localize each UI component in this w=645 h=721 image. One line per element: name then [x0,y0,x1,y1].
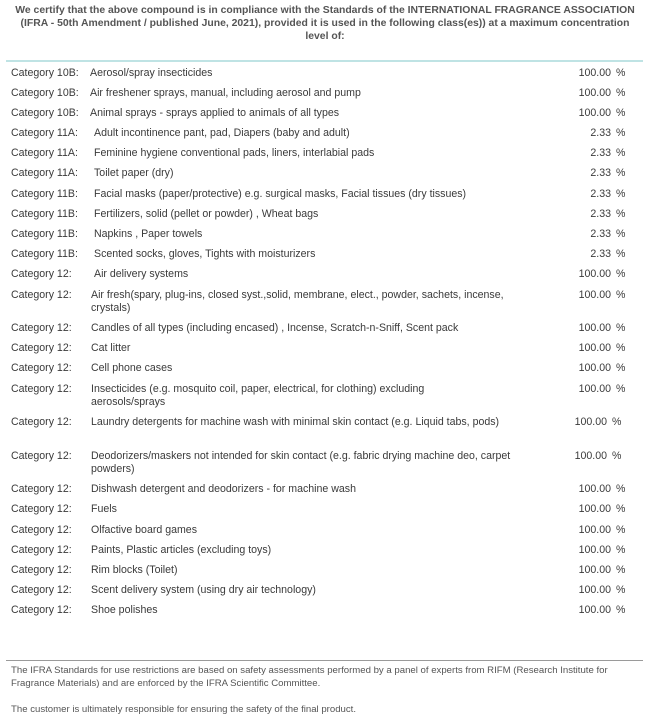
category-row [11,339,631,359]
category-description: Facial masks (paper/protective) e.g. surgical masks, Facial tissues (dry tissues) [94,187,467,200]
category-code: Category 10B: [11,66,79,79]
category-row [11,540,631,560]
max-concentration-value: 100.00 [578,288,611,301]
max-concentration-value: 100.00 [578,523,611,536]
category-code: Category 11B: [11,207,78,220]
max-concentration-value: 100.00 [574,449,607,462]
max-concentration-value: 100.00 [578,66,611,79]
max-concentration-value: 100.00 [578,543,611,556]
percent-unit: % [616,187,626,200]
max-concentration-value: 2.33 [590,127,611,140]
category-description: Fertilizers, solid (pellet or powder) , Wheat bags [94,207,319,220]
percent-unit: % [616,207,626,220]
ifra-standards-note: The IFRA Standards for use restrictions are based on safety assessments performed by a panel of experts from RIFM (Research Institute for Fragrance Materials) and are enforced by the IFRA Scientific Committee. [11,665,608,689]
category-code: Category 12: [11,563,72,576]
category-code: Category 12: [11,483,72,496]
category-description: Laundry detergents for machine wash with minimal skin contact (e.g. Liquid tabs, pods) [91,416,500,429]
percent-unit: % [616,382,626,395]
category-row [11,285,631,319]
percent-unit: % [616,563,626,576]
category-row [11,601,631,621]
category-code: Category 11A: [11,147,78,160]
max-concentration-value: 2.33 [590,207,611,220]
max-concentration-value: 100.00 [578,604,611,617]
percent-unit: % [616,167,626,180]
category-description: Paints, Plastic articles (excluding toys) [91,543,272,556]
category-description: Animal sprays - sprays applied to animals of all types [90,106,340,119]
category-row [11,144,631,164]
category-description: Aerosol/spray insecticides [90,66,213,79]
percent-unit: % [616,147,626,160]
category-description: Feminine hygiene conventional pads, liners, interlabial pads [94,147,375,160]
max-concentration-value: 2.33 [590,167,611,180]
category-code: Category 10B: [11,86,79,99]
percent-unit: % [616,523,626,536]
category-row [11,560,631,580]
category-description: Shoe polishes [91,604,158,617]
category-description: Toilet paper (dry) [94,167,174,180]
max-concentration-value: 2.33 [590,248,611,261]
category-code: Category 12: [11,604,72,617]
category-code: Category 12: [11,288,72,301]
category-row [11,164,631,184]
max-concentration-value: 100.00 [578,563,611,576]
percent-unit: % [612,416,622,429]
category-code: Category 12: [11,503,72,516]
category-code: Category 12: [11,362,72,375]
header-divider [6,60,643,62]
percent-unit: % [616,127,626,140]
category-description: Olfactive board games [91,523,197,536]
max-concentration-value: 100.00 [578,382,611,395]
max-concentration-value: 100.00 [578,342,611,355]
footer-divider [6,660,643,661]
percent-unit: % [612,449,622,462]
category-code: Category 12: [11,382,72,395]
category-description: Fuels [91,503,117,516]
customer-responsibility-note: The customer is ultimately responsible for ensuring the safety of the final product. [11,704,357,715]
max-concentration-value: 2.33 [590,147,611,160]
max-concentration-value: 100.00 [578,362,611,375]
category-code: Category 12: [11,584,72,597]
percent-unit: % [616,106,626,119]
percent-unit: % [616,483,626,496]
category-code: Category 12: [11,322,72,335]
category-description: Dishwash detergent and deodorizers - for machine wash [91,483,356,496]
certification-statement: We certify that the above compound is in compliance with the Standards of the INTERNATIONAL FRAGRANCE ASSOCIATION (IFRA - 50th Amendment / published June, 2021), provided it is used in the following class(es)) at a maximum concentration level of: [15,5,635,43]
category-description: Scent delivery system (using dry air technology) [91,584,316,597]
max-concentration-value: 100.00 [578,322,611,335]
category-list [11,63,631,621]
category-description: Air freshener sprays, manual, including aerosol and pump [90,86,361,99]
category-description: Insecticides (e.g. mosquito coil, paper, electrical, for clothing) excluding aerosols/sprays [91,382,425,409]
category-row [11,204,631,224]
percent-unit: % [616,66,626,79]
category-row [11,413,631,447]
category-code: Category 11B: [11,248,78,261]
max-concentration-value: 100.00 [578,106,611,119]
category-description: Cat litter [91,342,131,355]
category-row [11,581,631,601]
category-row [11,103,631,123]
category-code: Category 10B: [11,106,79,119]
percent-unit: % [616,268,626,281]
percent-unit: % [616,584,626,597]
category-code: Category 12: [11,543,72,556]
category-row [11,245,631,265]
percent-unit: % [616,86,626,99]
category-code: Category 11B: [11,228,78,240]
max-concentration-value: 100.00 [578,483,611,496]
max-concentration-value: 100.00 [574,416,607,429]
category-row [11,500,631,520]
category-code: Category 12: [11,416,72,429]
category-row [11,319,631,339]
category-code: Category 12: [11,523,72,536]
percent-unit: % [616,248,626,261]
max-concentration-value: 100.00 [578,503,611,516]
category-description: Air delivery systems [94,268,189,281]
category-description: Adult incontinence pant, pad, Diapers (baby and adult) [94,127,350,140]
category-row [11,124,631,144]
category-row [11,359,631,379]
category-row [11,225,631,245]
category-code: Category 12: [11,449,72,462]
category-row [11,446,631,480]
category-code: Category 12: [11,342,72,355]
category-code: Category 11A: [11,127,78,140]
percent-unit: % [616,322,626,335]
category-description: Deodorizers/maskers not intended for skin contact (e.g. fabric drying machine deo, carpet powders) [91,449,511,476]
percent-unit: % [616,288,626,301]
percent-unit: % [616,543,626,556]
percent-unit: % [616,342,626,355]
category-description: Air fresh(spary, plug-ins, closed syst.,solid, membrane, elect., powder, sachets, incense, crystals) [91,288,504,315]
category-row [11,480,631,500]
category-row [11,184,631,204]
category-row [11,520,631,540]
max-concentration-value: 100.00 [578,268,611,281]
percent-unit: % [616,362,626,375]
category-row [11,83,631,103]
category-code: Category 11A: [11,167,78,180]
category-description: Cell phone cases [91,362,173,375]
percent-unit: % [616,604,626,617]
max-concentration-value: 2.33 [590,187,611,200]
max-concentration-value: 2.33 [590,228,611,240]
category-row [11,379,631,413]
category-row [11,265,631,285]
category-description: Rim blocks (Toilet) [91,563,178,576]
max-concentration-value: 100.00 [578,584,611,597]
max-concentration-value: 100.00 [578,86,611,99]
category-code: Category 12: [11,268,72,281]
percent-unit: % [616,228,626,240]
category-description: Scented socks, gloves, Tights with moisturizers [94,248,316,261]
category-code: Category 11B: [11,187,78,200]
category-row [11,63,631,83]
category-description: Candles of all types (including encased) , Incense, Scratch-n-Sniff, Scent pack [91,322,459,335]
percent-unit: % [616,503,626,516]
category-description: Napkins , Paper towels [94,228,203,240]
